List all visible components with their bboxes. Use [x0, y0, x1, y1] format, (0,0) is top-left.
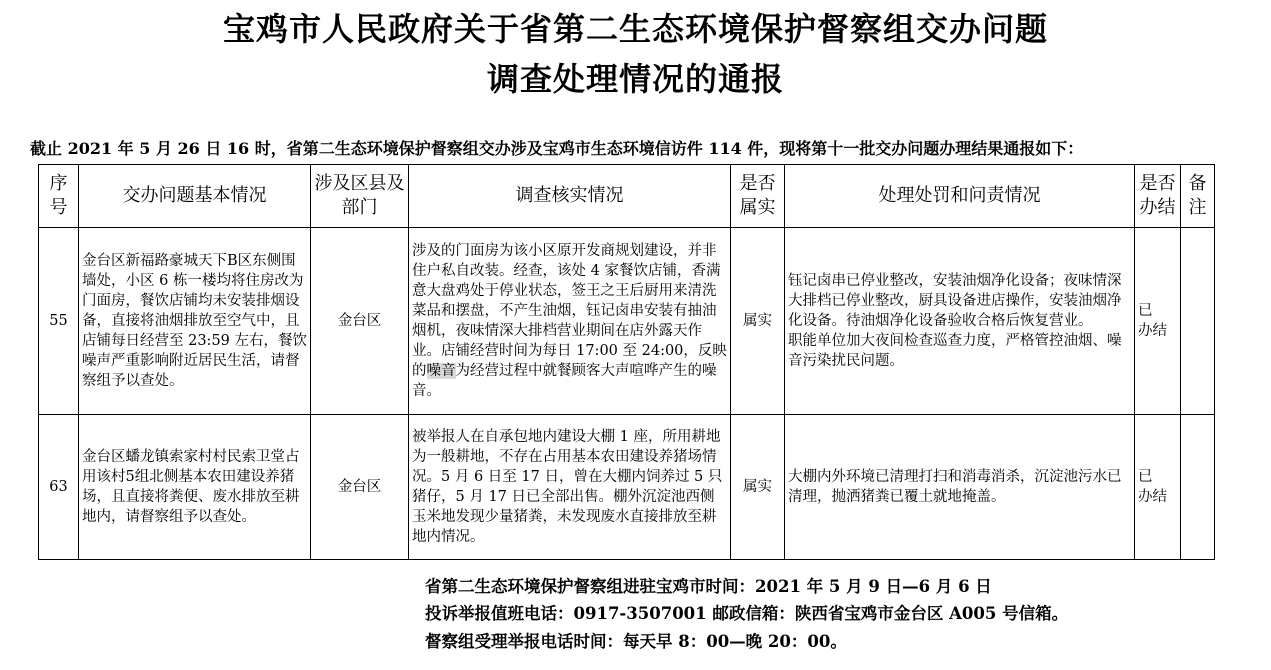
- header-handle: 处理处罚和问责情况: [785, 165, 1135, 228]
- row-done: 已 办结: [1135, 228, 1181, 415]
- header-note: 备注: [1181, 165, 1215, 228]
- row-verify: [409, 228, 731, 415]
- document-title-line-1: 宝鸡市人民政府关于省第二生态环境保护督察组交办问题: [222, 10, 1048, 48]
- footer-hotline: 投诉举报值班电话：0917-3507001 邮政信箱：陕西省宝鸡市金台区 A005 号信箱。: [425, 604, 1069, 623]
- header-basic: 交办问题基本情况: [79, 165, 311, 228]
- row-seq: 55: [39, 228, 79, 415]
- table-header-row: [39, 165, 1215, 228]
- row-dept: 金台区: [311, 228, 409, 415]
- header-verify: 调查核实情况: [409, 165, 731, 228]
- row-fact: 属实: [731, 228, 785, 415]
- table-row: [39, 415, 1215, 560]
- summary-text: 截止 2021 年 5 月 26 日 16 时，省第二生态环境保护督察组交办涉及宝鸡市生态环境信访件 114 件，现将第十一批交办问题办理结果通报如下：: [30, 139, 1084, 158]
- row-note: [1181, 228, 1215, 415]
- footer-inspection-period: 省第二生态环境保护督察组进驻宝鸡市时间：2021 年 5 月 9 日—6 月 6 日: [425, 577, 992, 596]
- row-basic: 金台区蟠龙镇索家村村民索卫堂占用该村5组北侧基本农田建设养猪场，且直接将粪便、废水排放至耕地内，请督察组予以查处。: [79, 415, 311, 560]
- header-done: 是否办结: [1135, 165, 1181, 228]
- row-note: [1181, 415, 1215, 560]
- row-seq: 63: [39, 415, 79, 560]
- footer-hours: 督察组受理举报电话时间：每天早 8：00—晚 20：00。: [425, 632, 847, 651]
- header-fact: 是否属实: [731, 165, 785, 228]
- row-verify: 被举报人在自承包地内建设大棚 1 座，所用耕地为一般耕地，不存在占用基本农田建设养猪场情况。5 月 6 日至 17 日，曾在大棚内饲养过 5 只猪仔，5 月 17 日已全部出售。棚外沉淀池西侧玉米地发现少量猪粪，未发现废水直接排放至耕地内情况。: [409, 415, 731, 560]
- row-dept: 金台区: [311, 415, 409, 560]
- row-handle: 钰记卤串已停业整改，安装油烟净化设备；夜味情深大排档已停业整改，厨具设备进店操作，安装油烟净化设备。待油烟净化设备验收合格后恢复营业。 职能单位加大夜间检查巡查力度，严格管控油烟、噪音污染扰民问题。: [785, 228, 1135, 415]
- verify-text-post: 为经营过程中就餐顾客大声喧哗产生的噪音。: [412, 363, 717, 399]
- verify-text-pre: 涉及的门面房为该小区原开发商规划建设，并非住户私自改装。经查，该处 4 家餐饮店铺，香满意大盘鸡处于停业状态，签王之王后厨用来清洗菜品和摆盘，不产生油烟，钰记卤串安装有抽油烟机，夜味情深大排档营业期间在店外露天作业。店铺经营时间为每日 17:00 至 24:00，反映的: [412, 243, 727, 379]
- report-table: [38, 164, 1215, 560]
- row-handle: 大棚内外环境已清理打扫和消毒消杀，沉淀池污水已清理，抛洒猪粪已覆土就地掩盖。: [785, 415, 1135, 560]
- row-basic: 金台区新福路豪城天下B区东侧围墙处，小区 6 栋一楼均将住房改为门面房，餐饮店铺均未安装排烟设备，直接将油烟排放至空气中，且店铺每日经营至 23:59 左右，餐饮噪声严重影响附近居民生活，请督察组予以查处。: [79, 228, 311, 415]
- header-seq: 序号: [39, 165, 79, 228]
- table-row: [39, 228, 1215, 415]
- document-title-line-2: 调查处理情况的通报: [486, 60, 784, 98]
- row-fact: 属实: [731, 415, 785, 560]
- row-done: 已 办结: [1135, 415, 1181, 560]
- verify-highlight: 噪音: [426, 363, 456, 379]
- header-dept: 涉及区县及部门: [311, 165, 409, 228]
